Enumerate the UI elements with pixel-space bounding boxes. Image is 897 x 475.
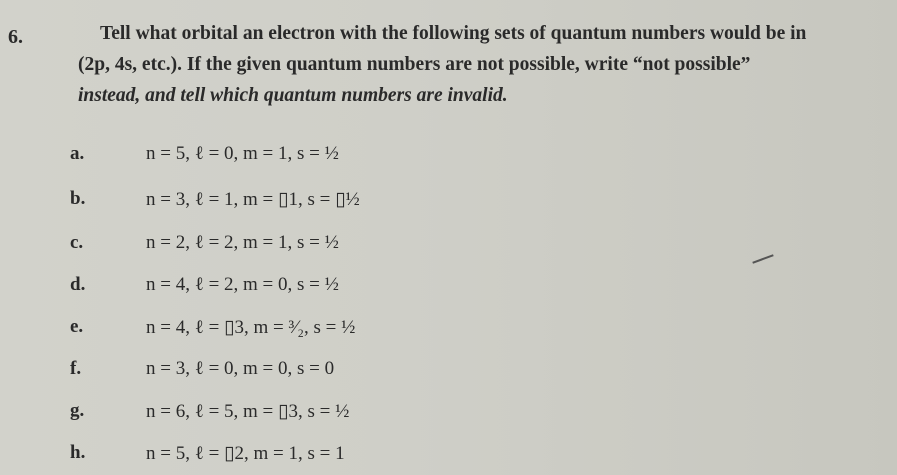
quantum-set: n = 4, ℓ = ▯3, m = ³⁄₂, s = ½ <box>146 317 356 338</box>
list-item-h <box>0 442 897 472</box>
item-label: f. <box>70 358 82 379</box>
list-item-e <box>0 316 897 346</box>
quantum-set: n = 6, ℓ = 5, m = ▯3, s = ½ <box>146 401 350 422</box>
quantum-set: n = 3, ℓ = 1, m = ▯1, s = ▯½ <box>146 189 360 210</box>
item-label: b. <box>70 188 86 209</box>
item-label: h. <box>70 442 86 463</box>
item-label: e. <box>70 316 84 337</box>
quantum-set: n = 4, ℓ = 2, m = 0, s = ½ <box>146 274 339 295</box>
prompt-line-1: Tell what orbital an electron with the following sets of quantum numbers would be in <box>100 23 807 44</box>
list-item-b <box>0 188 897 218</box>
prompt-line-3: instead, and tell which quantum numbers are invalid. <box>78 85 508 107</box>
quantum-set: n = 2, ℓ = 2, m = 1, s = ½ <box>146 232 339 253</box>
list-item-a <box>0 143 897 173</box>
quantum-set: n = 5, ℓ = ▯2, m = 1, s = 1 <box>146 443 345 464</box>
question-prompt <box>78 18 878 112</box>
question-number: 6. <box>8 26 23 48</box>
prompt-line-2: (2p, 4s, etc.). If the given quantum numbers are not possible, write “not possible” <box>78 54 751 76</box>
item-label: g. <box>70 400 85 421</box>
quantum-set: n = 5, ℓ = 0, m = 1, s = ½ <box>146 143 339 164</box>
list-item-g <box>0 400 897 430</box>
item-label: c. <box>70 232 84 253</box>
quantum-set: n = 3, ℓ = 0, m = 0, s = 0 <box>146 358 335 379</box>
item-label: a. <box>70 143 85 164</box>
item-label: d. <box>70 274 86 295</box>
list-item-f <box>0 358 897 388</box>
list-item-d <box>0 274 897 304</box>
